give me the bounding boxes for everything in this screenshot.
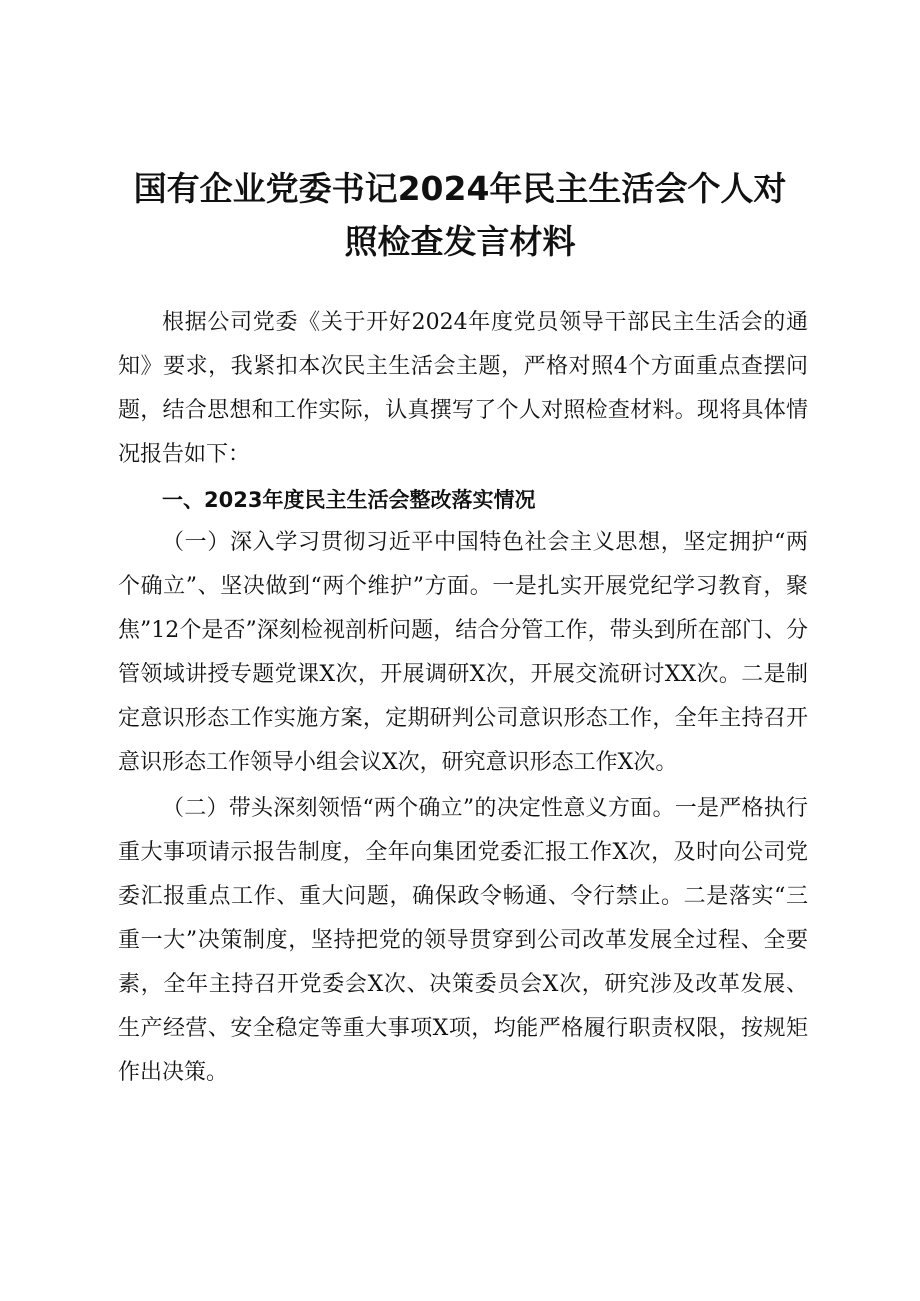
section-heading: 一、2023年度民主生活会整改落实情况 [162, 488, 536, 512]
document-title-line1: 国有企业党委书记2024年民主生活会个人对 [133, 169, 787, 208]
document-title-line2: 照检查发言材料 [344, 222, 576, 261]
intro-paragraph: 根据公司党委《关于开好2024年度党员领导干部民主生活会的通知》要求，我紧扣本次民主生活会主题，严格对照4个方面重点查摆问题，结合思想和工作实际，认真撰写了个人对照检查材料。现将具体情况报告如下： [118, 310, 808, 467]
section-paragraph-2: （二）带头深刻领悟“两个确立”的决定性意义方面。一是严格执行重大事项请示报告制度，全年向集团党委汇报工作X次，及时向公司党委汇报重点工作、重大问题，确保政令畅通、令行禁止。二是落实“三重一大”决策制度，坚持把党的领导贯穿到公司改革发展全过程、全要素，全年主持召开党委会X次、决策委员会X次，研究涉及改革发展、生产经营、安全稳定等重大事项X项，均能严格履行职责权限，按规矩作出决策。 [118, 796, 808, 1085]
section-paragraph-1: （一）深入学习贯彻习近平中国特色社会主义思想，坚定拥护“两个确立”、坚决做到“两个维护”方面。一是扎实开展党纪学习教育，聚焦”12个是否”深刻检视剖析问题，结合分管工作，带头到所在部门、分管领域讲授专题党课X次，开展调研X次，开展交流研讨XX次。二是制定意识形态工作实施方案，定期研判公司意识形态工作，全年主持召开意识形态工作领导小组会议X次，研究意识形态工作X次。 [118, 530, 808, 775]
